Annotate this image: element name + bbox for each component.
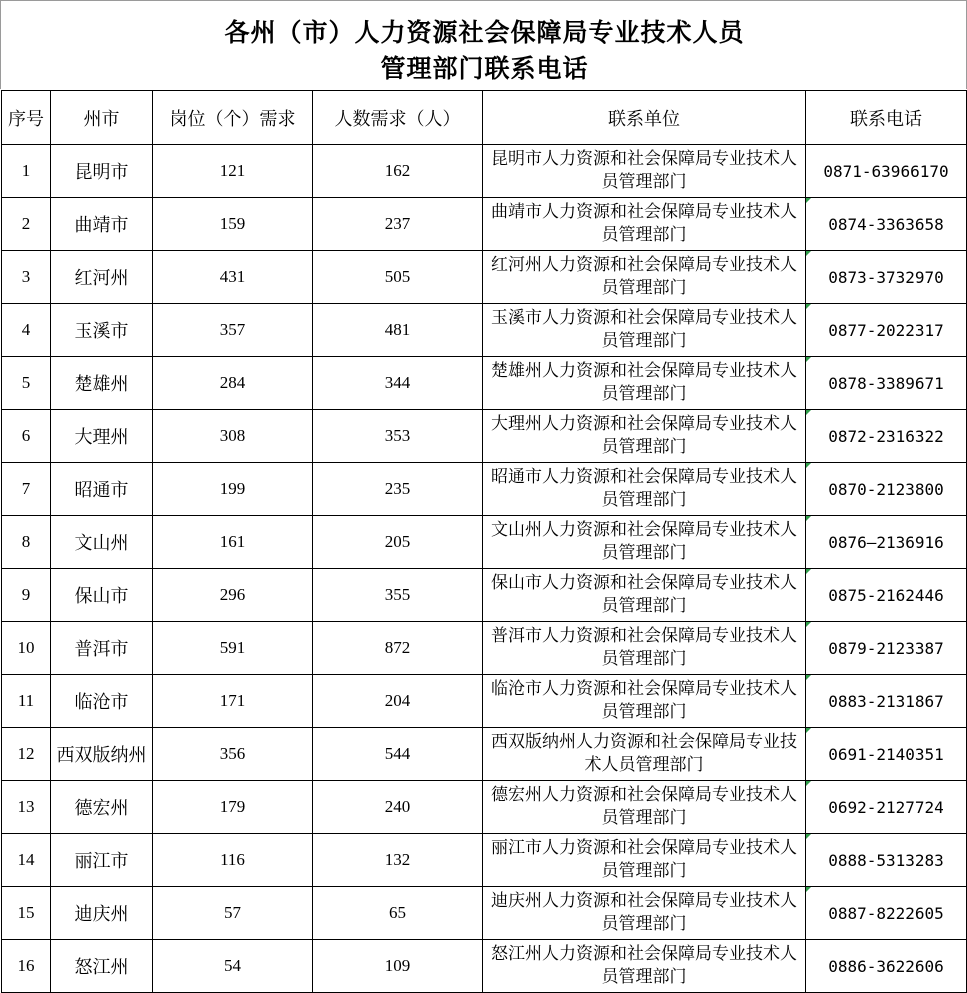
cell-contact-unit: 临沧市人力资源和社会保障局专业技术人员管理部门 (483, 675, 806, 728)
cell-people: 505 (313, 251, 483, 304)
table-body (2, 145, 967, 993)
table-row (2, 357, 967, 410)
cell-marker-icon (806, 887, 811, 892)
table-row (2, 569, 967, 622)
cell-contact-unit: 曲靖市人力资源和社会保障局专业技术人员管理部门 (483, 198, 806, 251)
cell-contact-unit: 保山市人力资源和社会保障局专业技术人员管理部门 (483, 569, 806, 622)
cell-contact-unit: 楚雄州人力资源和社会保障局专业技术人员管理部门 (483, 357, 806, 410)
header-people: 人数需求（人） (313, 91, 483, 145)
cell-people: 481 (313, 304, 483, 357)
cell-marker-icon (806, 569, 811, 574)
cell-people: 353 (313, 410, 483, 463)
cell-city: 普洱市 (51, 622, 153, 675)
cell-city: 怒江州 (51, 940, 153, 993)
cell-posts: 116 (153, 834, 313, 887)
cell-people: 204 (313, 675, 483, 728)
cell-marker-icon (806, 304, 811, 309)
cell-phone: 0886-3622606 (806, 940, 967, 993)
cell-people: 344 (313, 357, 483, 410)
contact-table (1, 90, 967, 993)
cell-posts: 54 (153, 940, 313, 993)
cell-marker-icon (806, 728, 811, 733)
cell-people: 355 (313, 569, 483, 622)
table-row (2, 834, 967, 887)
cell-contact-unit: 西双版纳州人力资源和社会保障局专业技术人员管理部门 (483, 728, 806, 781)
cell-posts: 121 (153, 145, 313, 198)
table-header-row (2, 91, 967, 145)
cell-index: 15 (2, 887, 51, 940)
cell-marker-icon (806, 357, 811, 362)
cell-contact-unit: 红河州人力资源和社会保障局专业技术人员管理部门 (483, 251, 806, 304)
document-title-line-1: 各州（市）人力资源社会保障局专业技术人员 (224, 18, 745, 47)
cell-contact-unit: 怒江州人力资源和社会保障局专业技术人员管理部门 (483, 940, 806, 993)
cell-city: 德宏州 (51, 781, 153, 834)
cell-contact-unit: 玉溪市人力资源和社会保障局专业技术人员管理部门 (483, 304, 806, 357)
document-title-line-2: 管理部门联系电话 (380, 54, 589, 83)
cell-phone: 0873-3732970 (806, 251, 967, 304)
cell-contact-unit: 大理州人力资源和社会保障局专业技术人员管理部门 (483, 410, 806, 463)
cell-people: 65 (313, 887, 483, 940)
cell-posts: 171 (153, 675, 313, 728)
cell-phone: 0888-5313283 (806, 834, 967, 887)
cell-phone: 0870-2123800 (806, 463, 967, 516)
cell-city: 大理州 (51, 410, 153, 463)
cell-marker-icon (806, 675, 811, 680)
cell-city: 红河州 (51, 251, 153, 304)
cell-posts: 179 (153, 781, 313, 834)
cell-phone: 0876—2136916 (806, 516, 967, 569)
cell-index: 14 (2, 834, 51, 887)
cell-phone: 0879-2123387 (806, 622, 967, 675)
cell-city: 楚雄州 (51, 357, 153, 410)
cell-contact-unit: 德宏州人力资源和社会保障局专业技术人员管理部门 (483, 781, 806, 834)
header-tel: 联系电话 (806, 91, 967, 145)
cell-phone: 0872-2316322 (806, 410, 967, 463)
cell-phone: 0883-2131867 (806, 675, 967, 728)
cell-city: 玉溪市 (51, 304, 153, 357)
cell-city: 文山州 (51, 516, 153, 569)
cell-phone: 0871-63966170 (806, 145, 967, 198)
header-index: 序号 (2, 91, 51, 145)
cell-marker-icon (806, 463, 811, 468)
cell-phone: 0691-2140351 (806, 728, 967, 781)
cell-city: 西双版纳州 (51, 728, 153, 781)
cell-index: 5 (2, 357, 51, 410)
table-row (2, 622, 967, 675)
cell-marker-icon (806, 410, 811, 415)
cell-index: 9 (2, 569, 51, 622)
table-row (2, 728, 967, 781)
header-posts: 岗位（个）需求 (153, 91, 313, 145)
cell-posts: 161 (153, 516, 313, 569)
table-row (2, 304, 967, 357)
cell-marker-icon (806, 516, 811, 521)
cell-phone: 0692-2127724 (806, 781, 967, 834)
cell-city: 昆明市 (51, 145, 153, 198)
cell-posts: 591 (153, 622, 313, 675)
table-row (2, 463, 967, 516)
cell-marker-icon (806, 781, 811, 786)
cell-people: 237 (313, 198, 483, 251)
cell-index: 13 (2, 781, 51, 834)
cell-marker-icon (806, 198, 811, 203)
cell-posts: 284 (153, 357, 313, 410)
table-row (2, 145, 967, 198)
cell-city: 昭通市 (51, 463, 153, 516)
cell-contact-unit: 迪庆州人力资源和社会保障局专业技术人员管理部门 (483, 887, 806, 940)
cell-posts: 57 (153, 887, 313, 940)
cell-marker-icon (806, 622, 811, 627)
cell-marker-icon (806, 834, 811, 839)
cell-phone: 0874-3363658 (806, 198, 967, 251)
table-row (2, 410, 967, 463)
table-row (2, 251, 967, 304)
cell-posts: 308 (153, 410, 313, 463)
cell-index: 6 (2, 410, 51, 463)
cell-index: 2 (2, 198, 51, 251)
cell-posts: 159 (153, 198, 313, 251)
cell-city: 丽江市 (51, 834, 153, 887)
cell-people: 235 (313, 463, 483, 516)
cell-phone: 0887-8222605 (806, 887, 967, 940)
cell-people: 205 (313, 516, 483, 569)
cell-index: 11 (2, 675, 51, 728)
table-row (2, 198, 967, 251)
cell-index: 16 (2, 940, 51, 993)
cell-contact-unit: 文山州人力资源和社会保障局专业技术人员管理部门 (483, 516, 806, 569)
cell-people: 109 (313, 940, 483, 993)
cell-index: 1 (2, 145, 51, 198)
cell-index: 4 (2, 304, 51, 357)
cell-people: 240 (313, 781, 483, 834)
cell-posts: 356 (153, 728, 313, 781)
cell-contact-unit: 昆明市人力资源和社会保障局专业技术人员管理部门 (483, 145, 806, 198)
cell-index: 8 (2, 516, 51, 569)
cell-city: 保山市 (51, 569, 153, 622)
cell-index: 7 (2, 463, 51, 516)
cell-phone: 0878-3389671 (806, 357, 967, 410)
cell-contact-unit: 普洱市人力资源和社会保障局专业技术人员管理部门 (483, 622, 806, 675)
table-row (2, 675, 967, 728)
cell-city: 迪庆州 (51, 887, 153, 940)
cell-contact-unit: 昭通市人力资源和社会保障局专业技术人员管理部门 (483, 463, 806, 516)
cell-posts: 199 (153, 463, 313, 516)
table-row (2, 781, 967, 834)
cell-index: 12 (2, 728, 51, 781)
cell-posts: 431 (153, 251, 313, 304)
cell-people: 544 (313, 728, 483, 781)
cell-posts: 296 (153, 569, 313, 622)
cell-index: 10 (2, 622, 51, 675)
cell-posts: 357 (153, 304, 313, 357)
cell-city: 临沧市 (51, 675, 153, 728)
cell-contact-unit: 丽江市人力资源和社会保障局专业技术人员管理部门 (483, 834, 806, 887)
cell-people: 162 (313, 145, 483, 198)
cell-marker-icon (806, 251, 811, 256)
table-row (2, 516, 967, 569)
header-unit: 联系单位 (483, 91, 806, 145)
cell-city: 曲靖市 (51, 198, 153, 251)
document-title-box (0, 0, 967, 89)
cell-people: 872 (313, 622, 483, 675)
table-row (2, 887, 967, 940)
cell-phone: 0875-2162446 (806, 569, 967, 622)
cell-phone: 0877-2022317 (806, 304, 967, 357)
cell-people: 132 (313, 834, 483, 887)
header-city: 州市 (51, 91, 153, 145)
table-row (2, 940, 967, 993)
cell-index: 3 (2, 251, 51, 304)
